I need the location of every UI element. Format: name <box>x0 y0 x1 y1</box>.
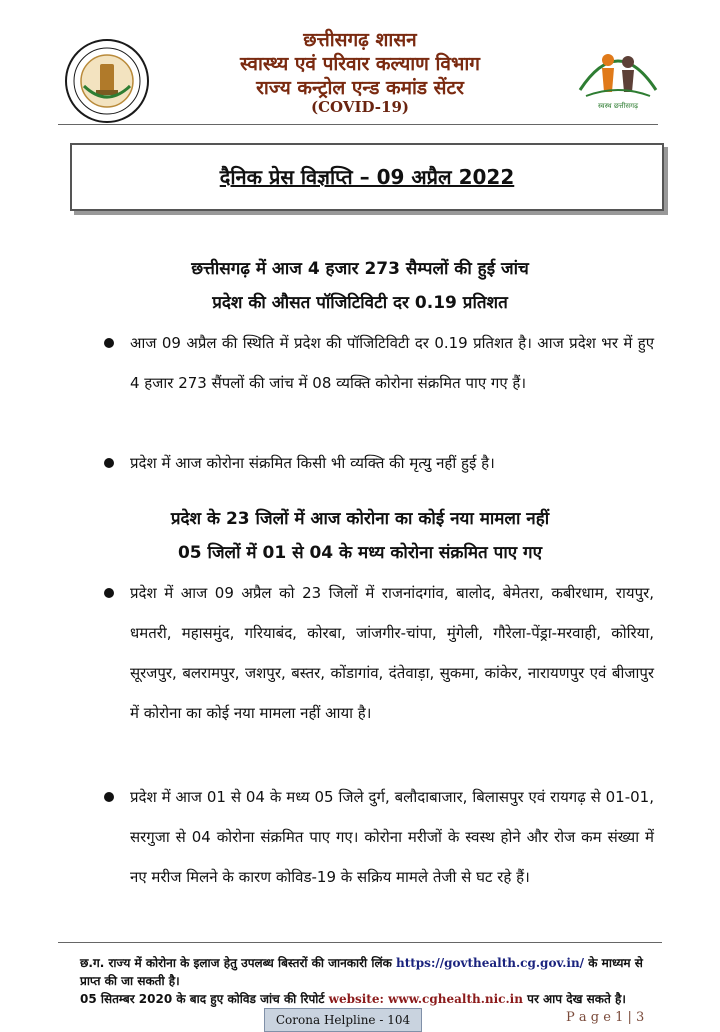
page-num: 1 | 3 <box>615 1010 645 1025</box>
bullet-icon <box>104 588 114 598</box>
footer-beds-info <box>80 954 660 990</box>
page-number <box>566 1010 644 1025</box>
page-label: P a g e <box>566 1010 611 1025</box>
bullet-icon <box>104 458 114 468</box>
section1-heading-1: छत्तीसगढ़ में आज 4 हजार 273 सैम्पलों की हुई जांच <box>191 259 529 279</box>
press-release-title: दैनिक प्रेस विज्ञप्ति – 09 अप्रैल 2022 <box>219 165 515 189</box>
footer-divider <box>58 942 662 943</box>
bullet-icon <box>104 792 114 802</box>
cghealth-link[interactable]: website: www.cghealth.nic.in <box>328 992 523 1006</box>
footer-beds-end: के माध्यम से प्राप्त की जा सकती है। <box>80 956 643 988</box>
bullet-icon <box>104 338 114 348</box>
right-logo-caption: स्वस्थ छत्तीसगढ़ <box>597 102 639 110</box>
press-release-title-box <box>70 143 664 211</box>
section1-bullet-1: आज 09 अप्रैल की स्थिति में प्रदेश की पॉजिटिविटी दर 0.19 प्रतिशत है। आज प्रदेश भर में हुए 4 हजार 273 सैंपलों की जांच में 08 व्यक्ति कोरोना संक्रमित पाए गए हैं। <box>130 334 654 392</box>
section2-heading-2: 05 जिलों में 01 से 04 के मध्य कोरोना संक्रमित पाए गए <box>177 543 543 563</box>
govthealth-link[interactable]: https://govthealth.cg.gov.in/ <box>395 956 585 970</box>
section2-bullet-1: प्रदेश में आज 09 अप्रैल को 23 जिलों में राजनांदगांव, बालोद, बेमेतरा, कबीरधाम, रायपुर, धमतरी, महासमुंद, गरियाबंद, कोरबा, जांजगीर-चांपा, मुंगेली, गौरेला-पेंड्रा-मरवाही, कोरिया, सूरजपुर, बलरामपुर, जशपुर, बस्तर, कोंडागांव, दंतेवाड़ा, सुकमा, कांकेर, नारायणपुर एवं बीजापुर में कोरोना का कोई नया मामला नहीं आया है। <box>130 584 654 722</box>
header-divider <box>58 124 658 125</box>
section1-bullet-2: प्रदेश में आज कोरोना संक्रमित किसी भी व्यक्ति की मृत्यु नहीं हुई है। <box>130 454 495 472</box>
header-covid: (COVID-19) <box>311 98 409 116</box>
section2-bullet-2: प्रदेश में आज 01 से 04 के मध्य 05 जिले दुर्ग, बलौदाबाजार, बिलासपुर एवं रायगढ़ से 01-01, सरगुजा से 04 कोरोना संक्रमित पाए गए। कोरोना मरीजों के स्वस्थ होने और रोज कम संख्या में नए मरीज मिलने के कारण कोविड-19 के सक्रिय मामले तेजी से घट रहे हैं। <box>130 788 654 886</box>
section1-heading-2: प्रदेश की औसत पॉजिटिविटी दर 0.19 प्रतिशत <box>212 293 508 313</box>
footer-report-end: पर आप देख सकते है। <box>527 992 626 1006</box>
header-department: स्वास्थ्य एवं परिवार कल्याण विभाग <box>240 53 480 75</box>
section2-heading-1: प्रदेश के 23 जिलों में आज कोरोना का कोई नया मामला नहीं <box>170 509 550 529</box>
footer-report-info <box>80 990 660 1008</box>
corona-helpline-badge: Corona Helpline - 104 <box>264 1008 422 1032</box>
footer-report-text: 05 सितम्बर 2020 के बाद हुए कोविड जांच की रिपोर्ट <box>80 992 325 1006</box>
header-control-center: राज्य कन्ट्रोल एन्ड कमांड सेंटर <box>256 77 464 99</box>
header-govt: छत्तीसगढ़ शासन <box>303 29 417 51</box>
footer-beds-text: छ.ग. राज्य में कोरोना के इलाज हेतु उपलब्ध बिस्तरों की जानकारी लिंक <box>80 956 392 970</box>
